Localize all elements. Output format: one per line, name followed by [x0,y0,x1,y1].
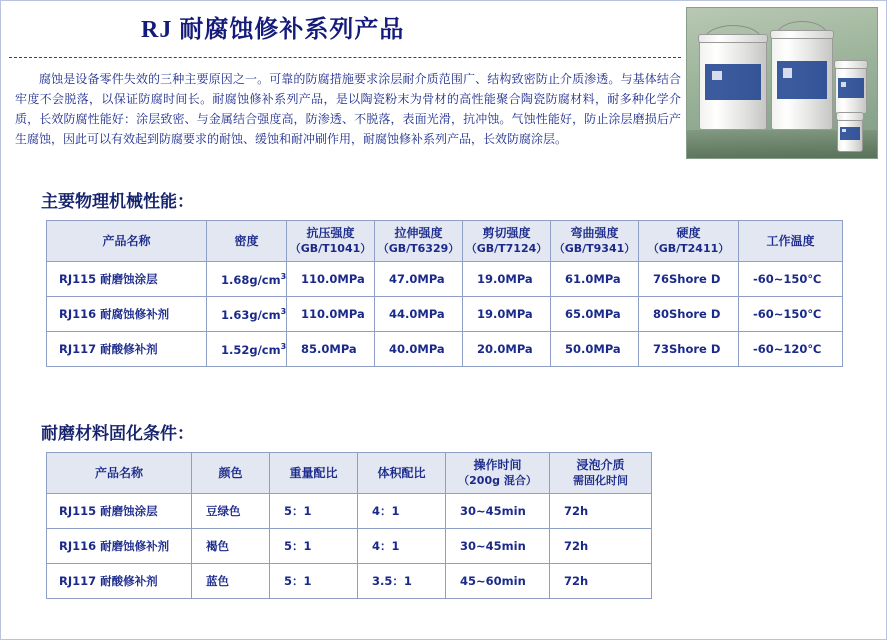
cell-weight-ratio: 5：1 [270,529,358,564]
table-row [47,332,843,367]
col-volume-ratio: 体积配比 [358,453,446,494]
curing-conditions-table [46,452,652,599]
cell-color: 褐色 [192,529,270,564]
cell-shear: 19.0MPa [463,297,551,332]
cell-compressive: 110.0MPa [287,262,375,297]
cell-bending: 65.0MPa [551,297,639,332]
cell-working-time: 30~45min [446,529,550,564]
col-hardness: 硬度 （GB/T2411） [639,221,739,262]
intro-paragraph: 腐蚀是设备零件失效的三种主要原因之一。可靠的防腐措施要求涂层耐介质范围广、结构致密防止介质渗透。与基体结合牢度不会脱落，以保证防腐时间长。耐腐蚀修补系列产品，是以陶瓷粉末为骨材的高性能聚合陶瓷防腐材料，耐多种化学介质，长效防腐性能好：涂层致密、与金属结合强度高，防渗透、不脱落，表面光滑，抗冲蚀。气蚀性能好，防止涂层磨损后产生腐蚀，因此可以有效起到防腐要求的耐蚀、缓蚀和耐冲刷作用，耐腐蚀修补系列产品，长效防腐涂层。 [15,72,681,146]
table-row [47,297,843,332]
col-density: 密度 [207,221,287,262]
col-product-name: 产品名称 [47,453,192,494]
col-working-time: 操作时间 （200g 混合） [446,453,550,494]
cell-shear: 20.0MPa [463,332,551,367]
pail-label [840,127,860,141]
pail-lid [834,60,868,69]
cell-volume-ratio: 3.5：1 [358,564,446,599]
col-weight-ratio: 重量配比 [270,453,358,494]
cell-weight-ratio: 5：1 [270,494,358,529]
cell-bending: 50.0MPa [551,332,639,367]
product-pail-medium [771,34,833,130]
table-row [47,494,652,529]
cell-volume-ratio: 4：1 [358,529,446,564]
table-row [47,564,652,599]
pail-label [838,78,863,97]
table-row [47,262,843,297]
cell-bending: 61.0MPa [551,262,639,297]
page-header [1,1,886,171]
cell-product-name: RJ116 耐磨蚀修补剂 [47,529,192,564]
cell-temperature: -60~150℃ [739,297,843,332]
cell-tensile: 44.0MPa [375,297,463,332]
col-product-name: 产品名称 [47,221,207,262]
cell-product-name: RJ115 耐磨蚀涂层 [47,494,192,529]
col-immersion-cure-time: 浸泡介质 需固化时间 [550,453,652,494]
cell-hardness: 73Shore D [639,332,739,367]
cell-tensile: 40.0MPa [375,332,463,367]
mechanical-properties-table [46,220,843,367]
cell-color: 豆绿色 [192,494,270,529]
col-bending-strength: 弯曲强度 （GB/T9341） [551,221,639,262]
section2-title: 耐磨材料固化条件： [41,424,194,444]
pail-lid [770,30,834,39]
col-working-temperature: 工作温度 [739,221,843,262]
section-curing-conditions [1,419,887,599]
table-header-row [47,453,652,494]
col-color: 颜色 [192,453,270,494]
col-compressive-strength: 抗压强度 （GB/T1041） [287,221,375,262]
cell-product-name: RJ117 耐酸修补剂 [47,564,192,599]
cell-cure-time: 72h [550,564,652,599]
section-mechanical-properties [1,187,887,367]
cell-shear: 19.0MPa [463,262,551,297]
cell-hardness: 80Shore D [639,297,739,332]
cell-hardness: 76Shore D [639,262,739,297]
col-tensile-strength: 拉伸强度 （GB/T6329） [375,221,463,262]
cell-product-name: RJ116 耐腐蚀修补剂 [47,297,207,332]
cell-tensile: 47.0MPa [375,262,463,297]
cell-density: $1.52g/cm^3$ [207,332,287,367]
cell-product-name: RJ117 耐酸修补剂 [47,332,207,367]
cell-density: $1.63g/cm^3$ [207,297,287,332]
cell-cure-time: 72h [550,529,652,564]
cell-volume-ratio: 4：1 [358,494,446,529]
product-pail-tiny [837,116,863,152]
page-title: RJ 耐腐蚀修补系列产品 [141,17,405,43]
header-divider [9,57,681,58]
product-photo [686,7,878,159]
cell-weight-ratio: 5：1 [270,564,358,599]
cell-working-time: 45~60min [446,564,550,599]
pail-lid [836,112,864,121]
cell-product-name: RJ115 耐磨蚀涂层 [47,262,207,297]
cell-temperature: -60~120℃ [739,332,843,367]
cell-color: 蓝色 [192,564,270,599]
cell-density: $1.68g/cm^3$ [207,262,287,297]
table-header-row [47,221,843,262]
cell-compressive: 110.0MPa [287,297,375,332]
table-row [47,529,652,564]
pail-label [777,61,827,99]
pail-label [705,64,760,100]
section1-title: 主要物理机械性能： [41,192,194,212]
cell-cure-time: 72h [550,494,652,529]
pail-lid [698,34,768,43]
product-pail-large [699,38,767,130]
cell-compressive: 85.0MPa [287,332,375,367]
cell-temperature: -60~150℃ [739,262,843,297]
cell-working-time: 30~45min [446,494,550,529]
product-pail-small [835,64,867,114]
col-shear-strength: 剪切强度 （GB/T7124） [463,221,551,262]
